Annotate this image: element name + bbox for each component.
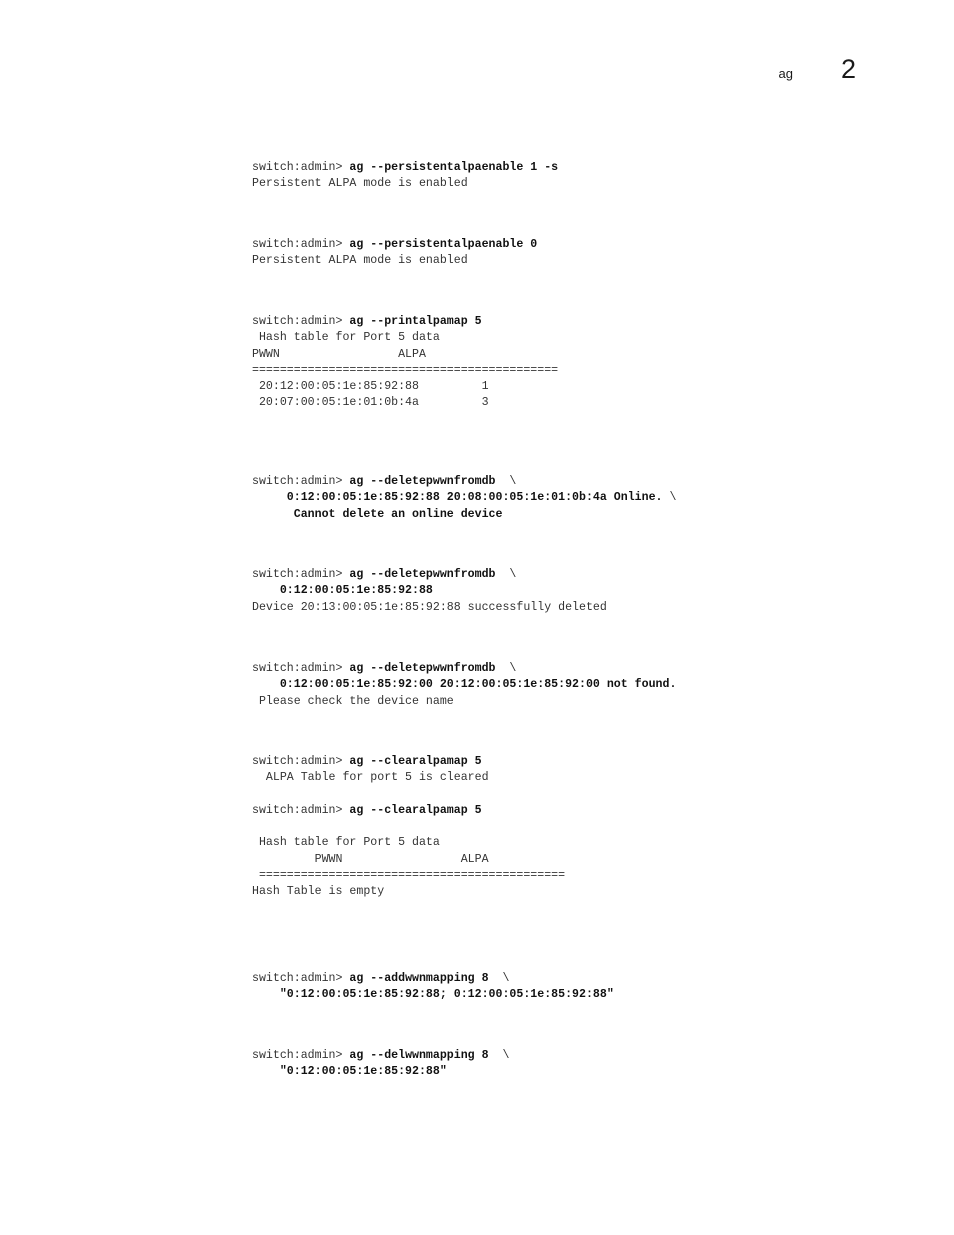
output-text: Hash table for Port 5 data — [252, 331, 440, 345]
command-text: 0:12:00:05:1e:85:92:88 — [252, 584, 433, 598]
command-text: ag --deletepwwnfromdb — [349, 475, 496, 488]
command-text: "0:12:00:05:1e:85:92:88" — [252, 1065, 447, 1079]
command-text: ag --clearalpamap 5 — [349, 755, 482, 768]
page-header — [779, 54, 857, 84]
code-line — [252, 176, 558, 192]
code-line — [252, 661, 676, 677]
output-text: Please check the device name — [252, 694, 454, 708]
code-line — [252, 884, 565, 900]
shell-prompt: switch:admin> — [252, 238, 350, 251]
shell-prompt: switch:admin> — [252, 755, 350, 768]
code-line — [252, 987, 614, 1003]
code-line — [252, 770, 565, 786]
output-text: 20:07:00:05:1e:01:0b:4a 3 — [252, 396, 489, 410]
code-line — [252, 868, 565, 884]
code-line — [252, 253, 537, 269]
command-text: ag --clearalpamap 5 — [349, 803, 482, 817]
code-example-delwwnmapping — [252, 1048, 509, 1081]
code-example-persistent-disable — [252, 237, 537, 270]
line-continuation: \ — [495, 475, 517, 488]
output-text: 20:12:00:05:1e:85:92:88 1 — [252, 380, 489, 394]
code-line — [252, 600, 607, 616]
code-example-addwwnmapping — [252, 971, 614, 1004]
shell-prompt: switch:admin> — [252, 1049, 350, 1062]
code-line — [252, 379, 558, 395]
chapter-number: 2 — [840, 54, 856, 84]
line-continuation: \ — [495, 568, 517, 581]
code-line — [252, 330, 558, 346]
code-example-delete-notfound — [252, 661, 676, 710]
output-text: ALPA Table for port 5 is cleared — [252, 771, 489, 785]
shell-prompt: switch:admin> — [252, 972, 350, 985]
output-text: PWWN ALPA — [252, 347, 426, 361]
code-line — [252, 507, 676, 523]
output-text: ============================================ — [252, 363, 559, 377]
command-text: 0:12:00:05:1e:85:92:00 20:12:00:05:1e:85:92:00 not found. — [252, 678, 677, 692]
line-continuation: \ — [495, 662, 517, 675]
command-text: ag --printalpamap 5 — [349, 315, 482, 328]
code-line — [252, 363, 558, 379]
code-line — [252, 395, 558, 411]
code-example-delete-online — [252, 474, 676, 523]
output-text: ============================================ — [252, 869, 566, 883]
code-line — [252, 694, 676, 710]
output-text: Persistent ALPA mode is enabled — [252, 254, 468, 268]
code-line — [252, 1048, 509, 1064]
command-text: ag --persistentalpaenable 1 -s — [349, 161, 559, 174]
command-text: Cannot delete an online device — [252, 507, 503, 521]
code-line — [252, 583, 607, 599]
code-line — [252, 852, 565, 868]
code-line — [252, 835, 565, 851]
code-line — [252, 567, 607, 583]
output-text: Persistent ALPA mode is enabled — [252, 177, 468, 191]
code-line — [252, 677, 676, 693]
code-line — [252, 803, 565, 819]
code-line — [252, 160, 558, 176]
code-line — [252, 347, 558, 363]
shell-prompt: switch:admin> — [252, 161, 350, 174]
code-line — [252, 237, 537, 253]
command-text: "0:12:00:05:1e:85:92:88; 0:12:00:05:1e:85:92:88" — [252, 988, 614, 1002]
running-header-label: ag — [778, 66, 793, 81]
output-text: Hash table for Port 5 data — [252, 836, 440, 850]
output-text: Device 20:13:00:05:1e:85:92:88 successfully deleted — [252, 600, 607, 614]
code-line — [252, 314, 558, 330]
code-example-delete-success — [252, 567, 607, 616]
output-text: PWWN ALPA — [252, 852, 489, 866]
command-text: ag --deletepwwnfromdb — [349, 662, 496, 675]
output-text: Hash Table is empty — [252, 885, 385, 899]
code-example-clearalpamap — [252, 754, 565, 901]
line-continuation: \ — [488, 972, 510, 985]
code-example-printalpamap — [252, 314, 558, 412]
shell-prompt: switch:admin> — [252, 662, 350, 675]
command-text: 0:12:00:05:1e:85:92:88 20:08:00:05:1e:01:0b:4a Online. — [252, 491, 663, 505]
code-line — [252, 474, 676, 490]
shell-prompt: switch:admin> — [252, 568, 350, 581]
code-line — [252, 754, 565, 770]
command-text: ag --addwwnmapping 8 — [349, 972, 489, 985]
line-continuation: \ — [662, 491, 677, 505]
code-line — [252, 490, 676, 506]
code-line — [252, 787, 565, 803]
shell-prompt: switch:admin> — [252, 803, 350, 817]
line-continuation: \ — [488, 1049, 510, 1062]
code-line — [252, 1064, 509, 1080]
command-text: ag --deletepwwnfromdb — [349, 568, 496, 581]
command-text: ag --persistentalpaenable 0 — [349, 238, 538, 251]
shell-prompt: switch:admin> — [252, 315, 350, 328]
code-line — [252, 971, 614, 987]
code-line — [252, 819, 565, 835]
command-text: ag --delwwnmapping 8 — [349, 1049, 489, 1062]
shell-prompt: switch:admin> — [252, 475, 350, 488]
code-example-persistent-enable — [252, 160, 558, 193]
